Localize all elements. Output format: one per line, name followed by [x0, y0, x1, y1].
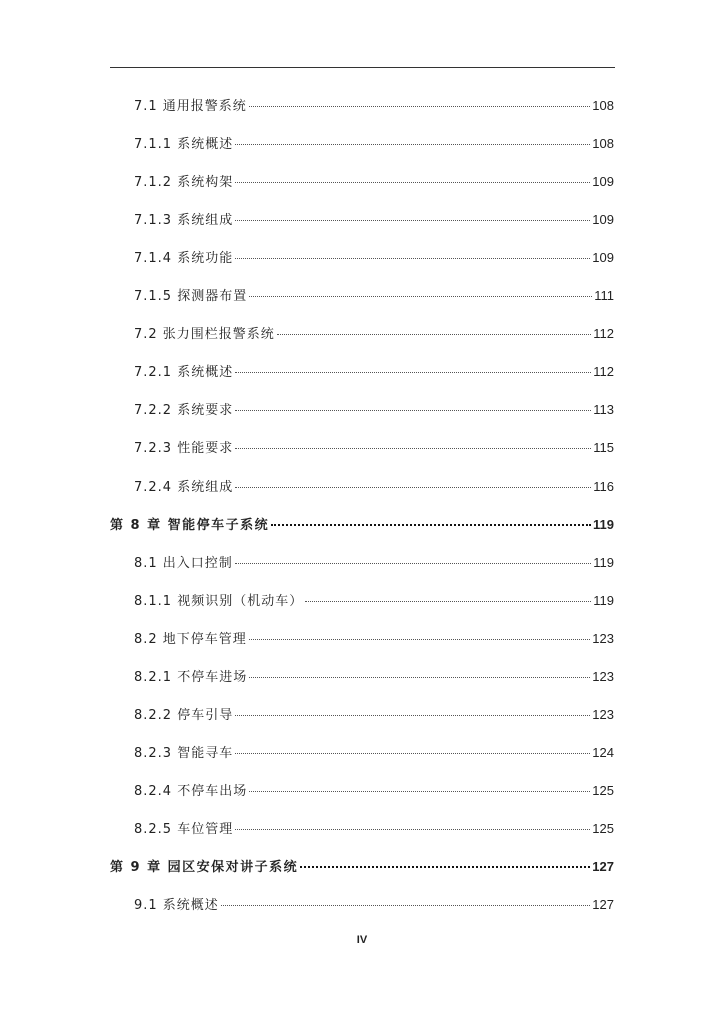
toc-entry-page: 108: [592, 136, 614, 151]
toc-entry[interactable]: [0, 98, 614, 114]
toc-entry-page: 124: [592, 745, 614, 760]
toc-entry[interactable]: [0, 136, 614, 152]
toc-entry-label: 8.2.1 不停车进场: [134, 670, 248, 685]
toc-entry-label: 8.2.4 不停车出场: [134, 784, 248, 799]
toc-entry[interactable]: [0, 440, 614, 456]
toc-dot-leader: [305, 601, 591, 602]
toc-entry[interactable]: [0, 174, 614, 190]
toc-entry-label: 7.2.2 系统要求: [134, 403, 234, 418]
toc-dot-leader: [235, 563, 591, 564]
toc-entry-page: 119: [593, 555, 614, 570]
toc-entry[interactable]: [0, 593, 614, 609]
page-number: IV: [356, 934, 368, 946]
toc-entry[interactable]: [0, 517, 614, 533]
toc-dot-leader: [221, 905, 590, 906]
toc-entry[interactable]: [0, 364, 614, 380]
toc-entry-page: 125: [592, 821, 614, 836]
toc-entry[interactable]: [0, 669, 614, 685]
toc-dot-leader: [249, 791, 590, 792]
toc-entry-page: 112: [593, 364, 614, 379]
toc-entry[interactable]: [0, 479, 614, 495]
toc-entry[interactable]: [0, 859, 614, 875]
toc-dot-leader: [235, 487, 591, 488]
toc-dot-leader: [277, 334, 591, 335]
toc-entry-page: 119: [593, 517, 614, 532]
toc-dot-leader: [235, 448, 591, 449]
toc-entry-page: 119: [593, 593, 614, 608]
toc-entry-page: 109: [592, 174, 614, 189]
toc-entry-page: 127: [592, 897, 614, 912]
toc-entry-label: 8.1 出入口控制: [134, 556, 233, 571]
toc-entry[interactable]: [0, 288, 614, 304]
toc-dot-leader: [300, 866, 590, 868]
toc-entry-label: 第 8 章 智能停车子系统: [110, 518, 270, 533]
toc-entry-page: 116: [593, 479, 614, 494]
toc-entry-page: 115: [593, 440, 614, 455]
toc-entry-label: 7.2.1 系统概述: [134, 365, 234, 380]
toc-dot-leader: [249, 296, 592, 297]
toc-entry-label: 第 9 章 园区安保对讲子系统: [110, 860, 299, 875]
toc-entry-label: 8.2.2 停车引导: [134, 708, 234, 723]
toc-entry-page: 125: [592, 783, 614, 798]
toc-dot-leader: [235, 144, 590, 145]
toc-entry-label: 8.2.5 车位管理: [134, 822, 234, 837]
toc-entry[interactable]: [0, 212, 614, 228]
toc-dot-leader: [249, 677, 590, 678]
toc-dot-leader: [235, 715, 590, 716]
toc-entry[interactable]: [0, 631, 614, 647]
toc-entry-label: 7.1.1 系统概述: [134, 137, 234, 152]
toc-entry[interactable]: [0, 326, 614, 342]
toc-entry-label: 7.2.4 系统组成: [134, 480, 234, 495]
toc-dot-leader: [271, 524, 591, 526]
toc-dot-leader: [235, 220, 590, 221]
toc-entry[interactable]: [0, 707, 614, 723]
toc-entry-label: 7.1.4 系统功能: [134, 251, 234, 266]
toc-entry[interactable]: [0, 821, 614, 837]
toc-dot-leader: [235, 372, 591, 373]
toc-entry-page: 111: [594, 288, 614, 303]
toc-entry-label: 8.1.1 视频识别（机动车）: [134, 594, 304, 609]
toc-entry[interactable]: [0, 402, 614, 418]
toc-entry-label: 9.1 系统概述: [134, 898, 219, 913]
header-rule: [110, 67, 615, 68]
toc-entry-page: 108: [592, 98, 614, 113]
toc-entry-label: 7.1 通用报警系统: [134, 99, 247, 114]
toc-entry-page: 109: [592, 212, 614, 227]
toc-entry[interactable]: [0, 555, 614, 571]
toc-dot-leader: [235, 182, 590, 183]
toc-entry-page: 127: [592, 859, 614, 874]
toc-entry-label: 7.2 张力围栏报警系统: [134, 327, 275, 342]
toc-entry-page: 123: [592, 707, 614, 722]
toc-dot-leader: [249, 106, 590, 107]
toc-entry-label: 8.2 地下停车管理: [134, 632, 247, 647]
toc-entry[interactable]: [0, 250, 614, 266]
toc-dot-leader: [235, 829, 590, 830]
toc-entry-label: 7.1.2 系统构架: [134, 175, 234, 190]
toc-entry-label: 8.2.3 智能寻车: [134, 746, 234, 761]
toc-entry-label: 7.1.5 探测器布置: [134, 289, 248, 304]
toc-entry[interactable]: [0, 783, 614, 799]
toc-entry-label: 7.2.3 性能要求: [134, 441, 234, 456]
toc-dot-leader: [235, 258, 590, 259]
toc-entry-page: 112: [593, 326, 614, 341]
toc-entry[interactable]: [0, 745, 614, 761]
toc-dot-leader: [235, 753, 590, 754]
toc-entry-page: 113: [593, 402, 614, 417]
toc-entry-page: 123: [592, 669, 614, 684]
toc-dot-leader: [249, 639, 590, 640]
toc-entry[interactable]: [0, 897, 614, 913]
toc-entry-page: 109: [592, 250, 614, 265]
toc-entry-page: 123: [592, 631, 614, 646]
toc-dot-leader: [235, 410, 591, 411]
toc-entry-label: 7.1.3 系统组成: [134, 213, 234, 228]
